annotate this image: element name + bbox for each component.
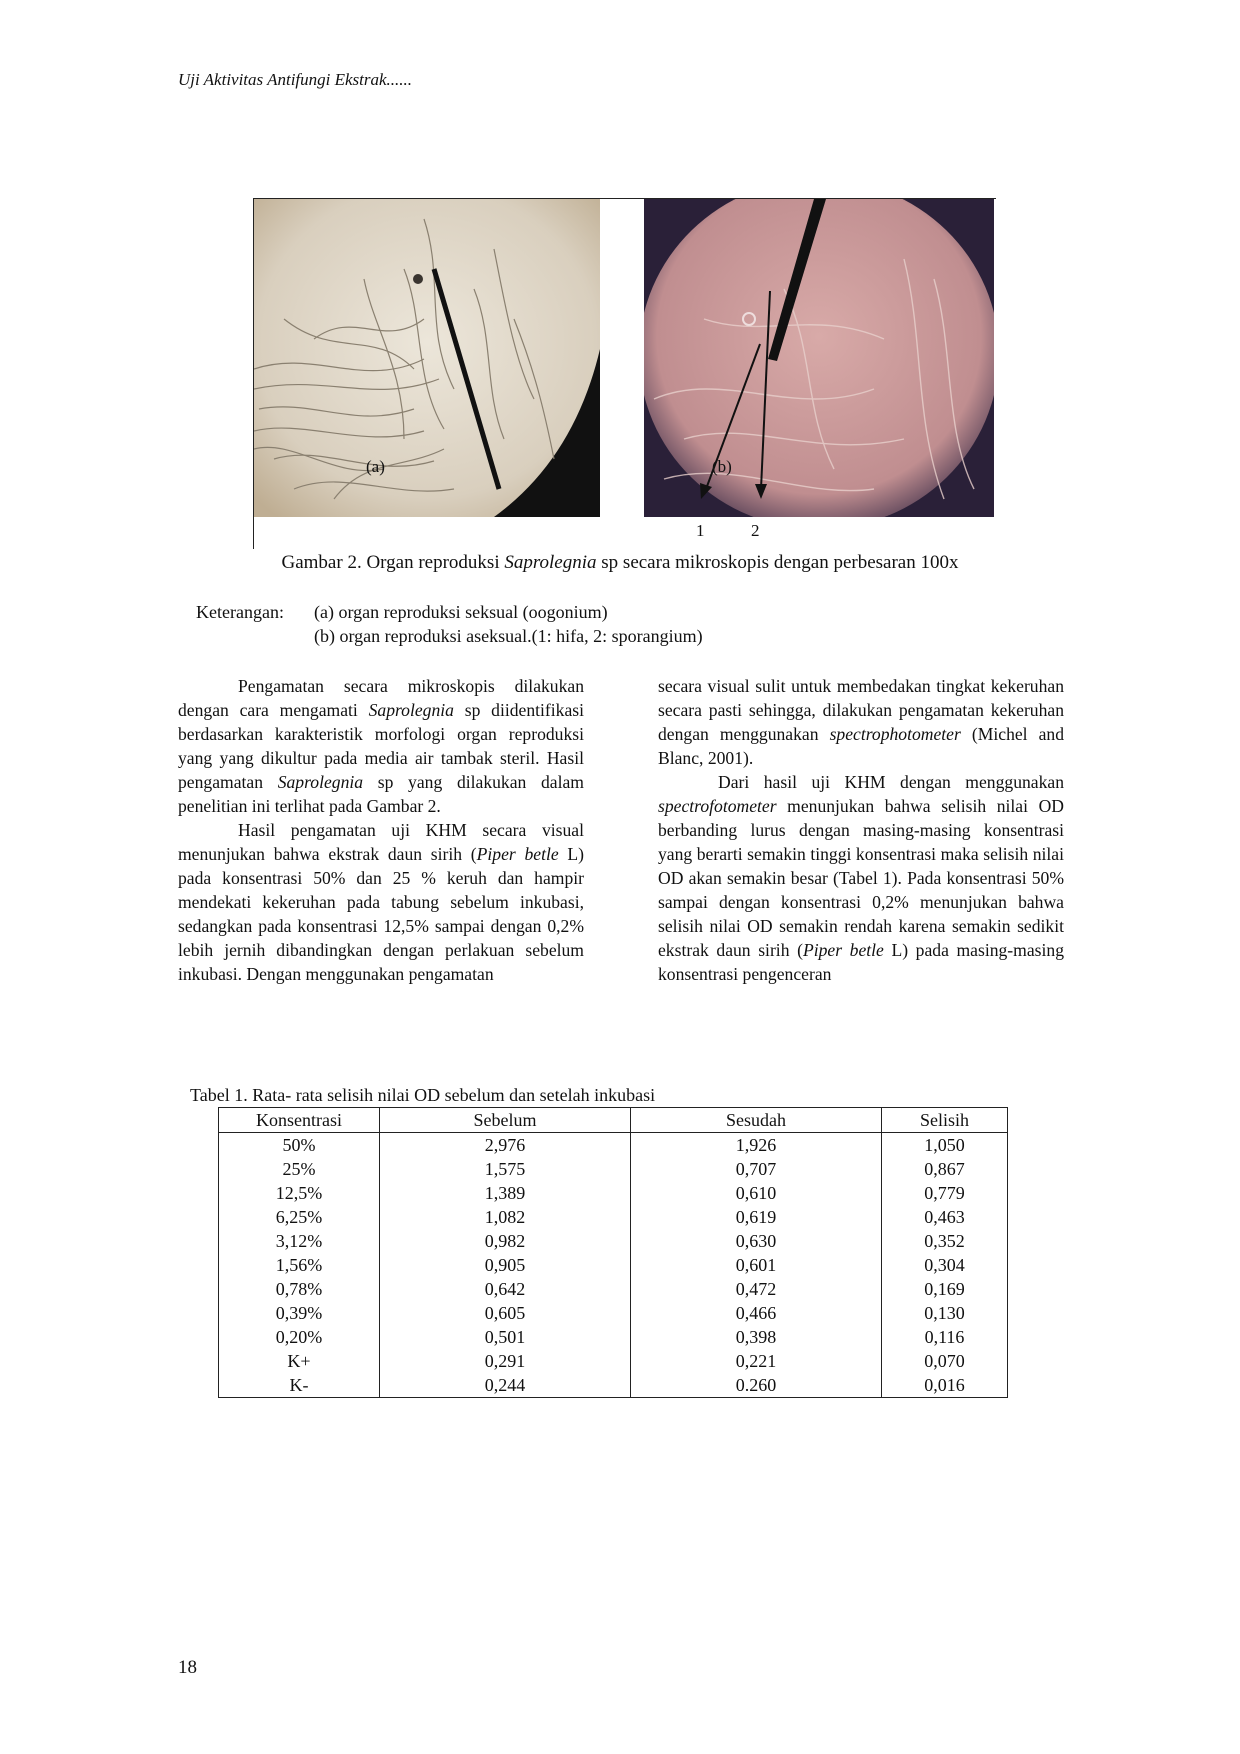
micrograph-a	[254, 199, 600, 517]
table-row	[219, 1205, 1008, 1229]
table-cell: 0,466	[631, 1301, 882, 1325]
table-cell: 0.260	[631, 1373, 882, 1398]
table-cell: 0,905	[380, 1253, 631, 1277]
table-cell: 0,304	[882, 1253, 1008, 1277]
table-caption: Tabel 1. Rata- rata selisih nilai OD sebelum dan setelah inkubasi	[190, 1085, 656, 1105]
running-head: Uji Aktivitas Antifungi Ekstrak......	[178, 70, 413, 89]
figure-label-b: (b)	[712, 457, 732, 476]
figure-2	[253, 198, 996, 549]
table-cell: 0,20%	[275, 1327, 323, 1347]
table-row	[219, 1349, 1008, 1373]
table-cell: 0,707	[631, 1157, 882, 1181]
table-cell: 0,78%	[275, 1279, 323, 1299]
keterangan-label: Keterangan:	[196, 602, 284, 622]
table-cell: 0,398	[631, 1325, 882, 1349]
marker-2: 2	[751, 521, 760, 540]
table-cell: 0,39%	[275, 1303, 323, 1323]
table-cell: 0,610	[631, 1181, 882, 1205]
table-row	[219, 1229, 1008, 1253]
marker-1: 1	[696, 521, 705, 540]
table-cell: 2,976	[380, 1133, 631, 1158]
figure-caption: Gambar 2. Organ reproduksi Saprolegnia sp secara mikroskopis dengan perbesaran 100x	[281, 552, 959, 573]
table-cell: 0,982	[380, 1229, 631, 1253]
table-cell: 25%	[282, 1159, 316, 1179]
table-cell: 0,169	[882, 1277, 1008, 1301]
table-cell: 50%	[282, 1135, 316, 1155]
table-row	[219, 1301, 1008, 1325]
table-cell: 0,244	[380, 1373, 631, 1398]
table-row	[219, 1373, 1008, 1398]
table-cell: 3,12%	[275, 1231, 323, 1251]
table-cell: 1,050	[882, 1133, 1008, 1158]
table-row	[219, 1325, 1008, 1349]
table-row	[219, 1277, 1008, 1301]
table-cell: 0,070	[882, 1349, 1008, 1373]
right-paragraph-2: Dari hasil uji KHM dengan menggunakan spectrofotometer menunjukan bahwa selisih nilai OD berbanding lurus dengan masing-masing konsentrasi yang berarti semakin tinggi konsentrasi maka selisih nilai OD akan semakin besar (Tabel 1). Pada konsentrasi 50% sampai dengan konsentrasi 0,2% menunjukan bahwa selisih nilai OD semakin rendah karena semakin sedikit ekstrak daun sirih (Piper betle L) pada masing-masing konsentrasi pengenceran	[658, 772, 1064, 984]
table-cell: 6,25%	[275, 1207, 323, 1227]
table-cell: 1,082	[380, 1205, 631, 1229]
table-cell: 0,605	[380, 1301, 631, 1325]
table-header-row	[219, 1108, 1008, 1133]
figure-label-a: (a)	[366, 457, 385, 476]
keterangan-item-b: (b) organ reproduksi aseksual.(1: hifa, 2: sporangium)	[314, 626, 703, 646]
header-sesudah: Sesudah	[631, 1108, 882, 1133]
header-konsentrasi: Konsentrasi	[219, 1108, 380, 1133]
table-cell: 0,352	[882, 1229, 1008, 1253]
page-number: 18	[178, 1657, 197, 1678]
table-cell: K-	[289, 1375, 309, 1395]
table-cell: 0,867	[882, 1157, 1008, 1181]
left-paragraph-2: Hasil pengamatan uji KHM secara visual menunjukan bahwa ekstrak daun sirih (Piper betle L) pada konsentrasi 50% dan 25 % keruh dan hampir mendekati kekeruhan pada tabung sebelum inkubasi, sedangkan pada konsentrasi 12,5% sampai dengan 0,2% lebih jernih dibandingkan dengan perlakuan sebelum inkubasi. Dengan menggunakan pengamatan	[178, 820, 584, 984]
table-cell: 0,630	[631, 1229, 882, 1253]
table-cell: 0,016	[882, 1373, 1008, 1398]
table-cell: 0,619	[631, 1205, 882, 1229]
table-row	[219, 1253, 1008, 1277]
left-paragraph-1: Pengamatan secara mikroskopis dilakukan dengan cara mengamati Saprolegnia sp diidentifikasi berdasarkan karakteristik morfologi organ reproduksi yang yang dikultur pada media air tambak steril. Hasil pengamatan Saprolegnia sp yang dilakukan dalam penelitian ini terlihat pada Gambar 2.	[178, 676, 584, 816]
table-row	[219, 1133, 1008, 1158]
header-selisih: Selisih	[882, 1108, 1008, 1133]
right-paragraph-1: secara visual sulit untuk membedakan tingkat kekeruhan secara pasti sehingga, dilakukan pengamatan kekeruhan dengan menggunakan spectrophotometer (Michel and Blanc, 2001).	[658, 676, 1064, 768]
right-column	[658, 674, 1064, 986]
table-cell: 0,472	[631, 1277, 882, 1301]
table-cell: 12,5%	[275, 1183, 323, 1203]
od-table	[218, 1107, 1008, 1398]
table-cell: 0,116	[882, 1325, 1008, 1349]
table-row	[219, 1157, 1008, 1181]
micrograph-b	[644, 199, 994, 517]
table-cell: 1,389	[380, 1181, 631, 1205]
table-cell: 1,926	[631, 1133, 882, 1158]
keterangan-item-a: (a) organ reproduksi seksual (oogonium)	[314, 602, 608, 622]
table-cell: 0,221	[631, 1349, 882, 1373]
table-cell: 0,463	[882, 1205, 1008, 1229]
header-sebelum: Sebelum	[380, 1108, 631, 1133]
table-cell: 0,779	[882, 1181, 1008, 1205]
table-row	[219, 1181, 1008, 1205]
table-cell: 0,601	[631, 1253, 882, 1277]
table-cell: 1,56%	[275, 1255, 323, 1275]
table-cell: K+	[287, 1351, 311, 1371]
table-cell: 0,501	[380, 1325, 631, 1349]
keterangan-items	[314, 600, 703, 648]
table-cell: 0,642	[380, 1277, 631, 1301]
table-cell: 0,130	[882, 1301, 1008, 1325]
left-column	[178, 674, 584, 986]
table-cell: 1,575	[380, 1157, 631, 1181]
table-cell: 0,291	[380, 1349, 631, 1373]
